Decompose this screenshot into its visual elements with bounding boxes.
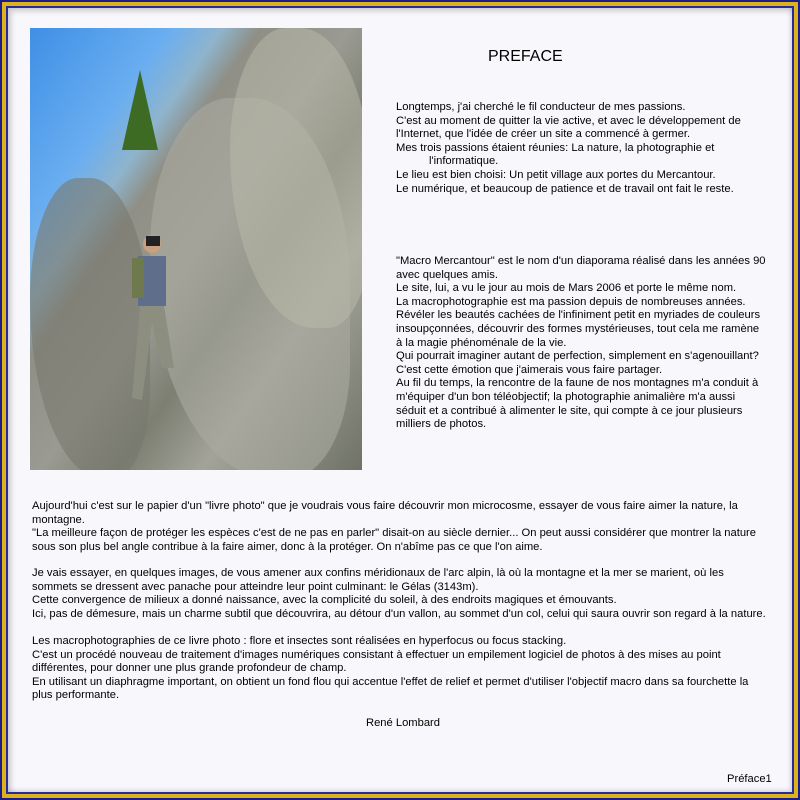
text-line: sous son plus bel angle contribue à la faire aimer, donc à la protéger. On n'abîme pas ce que l'on aime. <box>32 540 543 553</box>
text-line: Au fil du temps, la rencontre de la faune de nos montagnes m'a conduit à <box>396 377 759 390</box>
text-line: C'est cette émotion que j'aimerais vous faire partager. <box>396 363 663 376</box>
text-line: Le numérique, et beaucoup de patience et de travail ont fait le reste. <box>396 182 734 195</box>
text-line: différentes, pour donner une plus grande profondeur de champ. <box>32 662 347 675</box>
text-line: m'équiper d'un bon téléobjectif; la photographie animalière m'a aussi <box>396 390 736 403</box>
text-line: Le site, lui, a vu le jour au mois de Mars 2006 et porte le même nom. <box>396 282 737 295</box>
text-line: Qui pourrait imaginer autant de perfection, simplement en s'agenouillant? <box>396 350 759 363</box>
text-line: "La meilleure façon de protéger les espèces c'est de ne pas en parler" disait-on au siècle dernier... On peut aussi considérer que montrer la nature <box>32 527 757 540</box>
text-line: l'Internet, que l'idée de créer un site a commencé à germer. <box>396 128 691 141</box>
intro-paragraph <box>396 101 781 196</box>
page-title: PREFACE <box>488 48 563 65</box>
photographer-on-rocks-photo <box>30 28 362 470</box>
text-line: En utilisant un diaphragme important, on obtient un fond flou qui accentue l'effet de relief et permet d'utiliser l'objectif macro dans sa fourchette la <box>32 675 749 688</box>
tree <box>122 70 158 150</box>
text-line: avec quelques amis. <box>396 268 498 281</box>
text-line: insoupçonnées, découvrir des formes mystérieuses, tout cela me ramène <box>396 322 760 335</box>
text-line: Aujourd'hui c'est sur le papier d'un "livre photo" que je voudrais vous faire découvrir mon microcosme, essayer de vous faire aimer la nature, la <box>32 500 738 512</box>
text-line: Les macrophotographies de ce livre photo : flore et insectes sont réalisées en hyperfocus ou focus stacking. <box>32 635 567 647</box>
text-line: Cette convergence de milieux a donné naissance, avec la complicité du soleil, à des endroits magiques et émouvants. <box>32 594 617 607</box>
text-line: plus performante. <box>32 689 120 702</box>
text-line: Révéler les beautés cachées de l'infiniment petit en myriades de couleurs <box>396 309 761 322</box>
text-line: à la magie phénoménale de la vie. <box>396 336 567 349</box>
text-line: Longtemps, j'ai cherché le fil conducteur de mes passions. <box>396 101 686 113</box>
text-line: Mes trois passions étaient réunies: La nature, la photographie et <box>396 141 715 154</box>
photographer-figure <box>122 228 182 428</box>
text-line: séduit et a contribué à alimenter le site, qui compte à ce jour plusieurs <box>396 404 743 417</box>
livre-photo-paragraph <box>32 500 782 554</box>
macro-paragraph <box>396 255 781 432</box>
text-line: l'informatique. <box>429 155 499 168</box>
text-line: montagne. <box>32 513 85 526</box>
text-line: C'est un procédé nouveau de traitement d'images numériques consistant à effectuer un empilement logiciel de photos à des mises au point <box>32 648 721 661</box>
text-line: Le lieu est bien choisi: Un petit village aux portes du Mercantour. <box>396 168 716 181</box>
page-label: Préface1 <box>727 773 772 785</box>
text-line: C'est au moment de quitter la vie active, et avec le développement de <box>396 114 741 127</box>
text-line: La macrophotographie est ma passion depuis de nombreuses années. <box>396 295 746 308</box>
macrophotography-paragraph <box>32 635 782 703</box>
text-line: sommets se dressent avec panache pour atteindre leur point culminant: le Gélas (3143m). <box>32 580 479 593</box>
text-line: Ici, pas de démesure, mais un charme subtil que découvrira, au détour d'un vallon, au sommet d'un col, celui qui saura ouvrir son regard à la nature. <box>32 607 766 620</box>
text-line: Je vais essayer, en quelques images, de vous amener aux confins méridionaux de l'arc alpin, là où la montagne et la mer se marient, où les <box>32 567 724 579</box>
alpine-paragraph <box>32 567 782 621</box>
text-line: "Macro Mercantour" est le nom d'un diaporama réalisé dans les années 90 <box>396 255 766 267</box>
author-signature: René Lombard <box>366 717 441 729</box>
text-line: milliers de photos. <box>396 418 487 431</box>
